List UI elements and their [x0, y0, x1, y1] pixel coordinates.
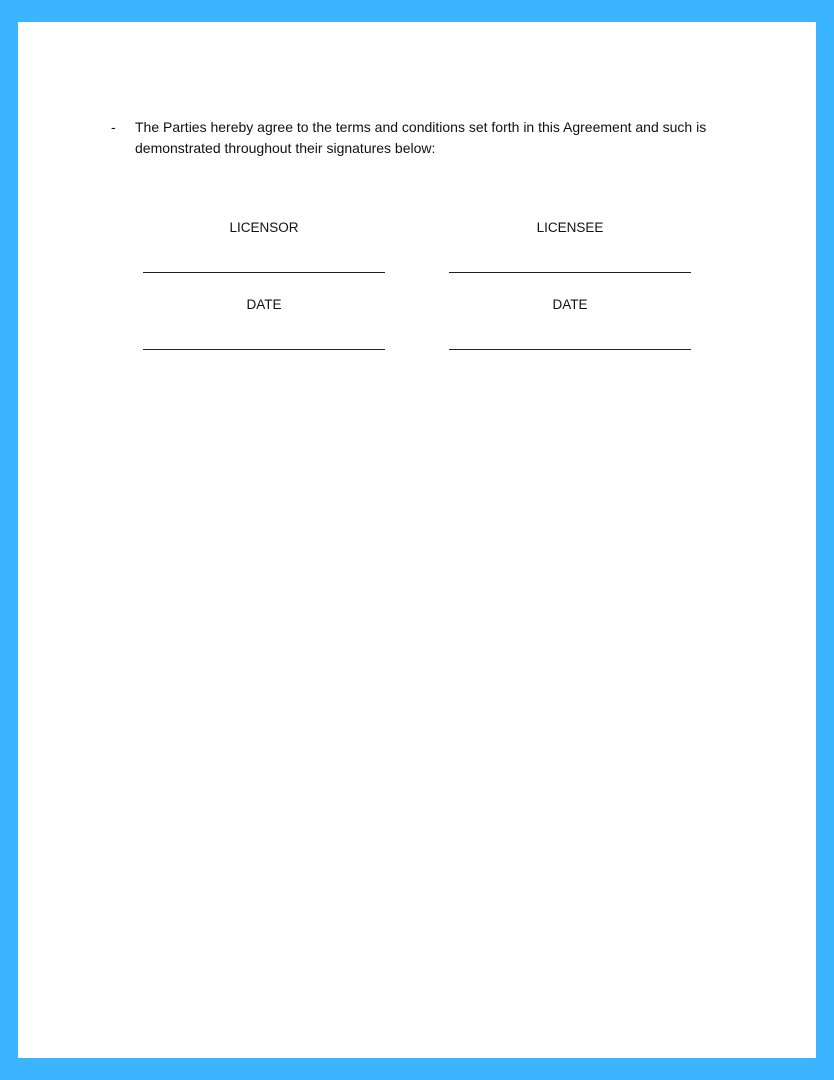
agreement-text: The Parties hereby agree to the terms and conditions set forth in this Agreement and such is demonstrated throughout their signatures below:: [135, 119, 707, 156]
bullet-marker: -: [111, 119, 116, 135]
licensor-date-line[interactable]: [143, 349, 385, 350]
licensor-date-label: DATE: [246, 297, 282, 312]
document-page: [18, 22, 816, 1058]
licensor-signature-line[interactable]: [143, 272, 385, 273]
licensee-signature-line[interactable]: [449, 272, 691, 273]
licensor-label: LICENSOR: [229, 220, 299, 235]
licensee-date-label: DATE: [552, 297, 588, 312]
licensee-label: LICENSEE: [536, 220, 604, 235]
licensee-date-line[interactable]: [449, 349, 691, 350]
